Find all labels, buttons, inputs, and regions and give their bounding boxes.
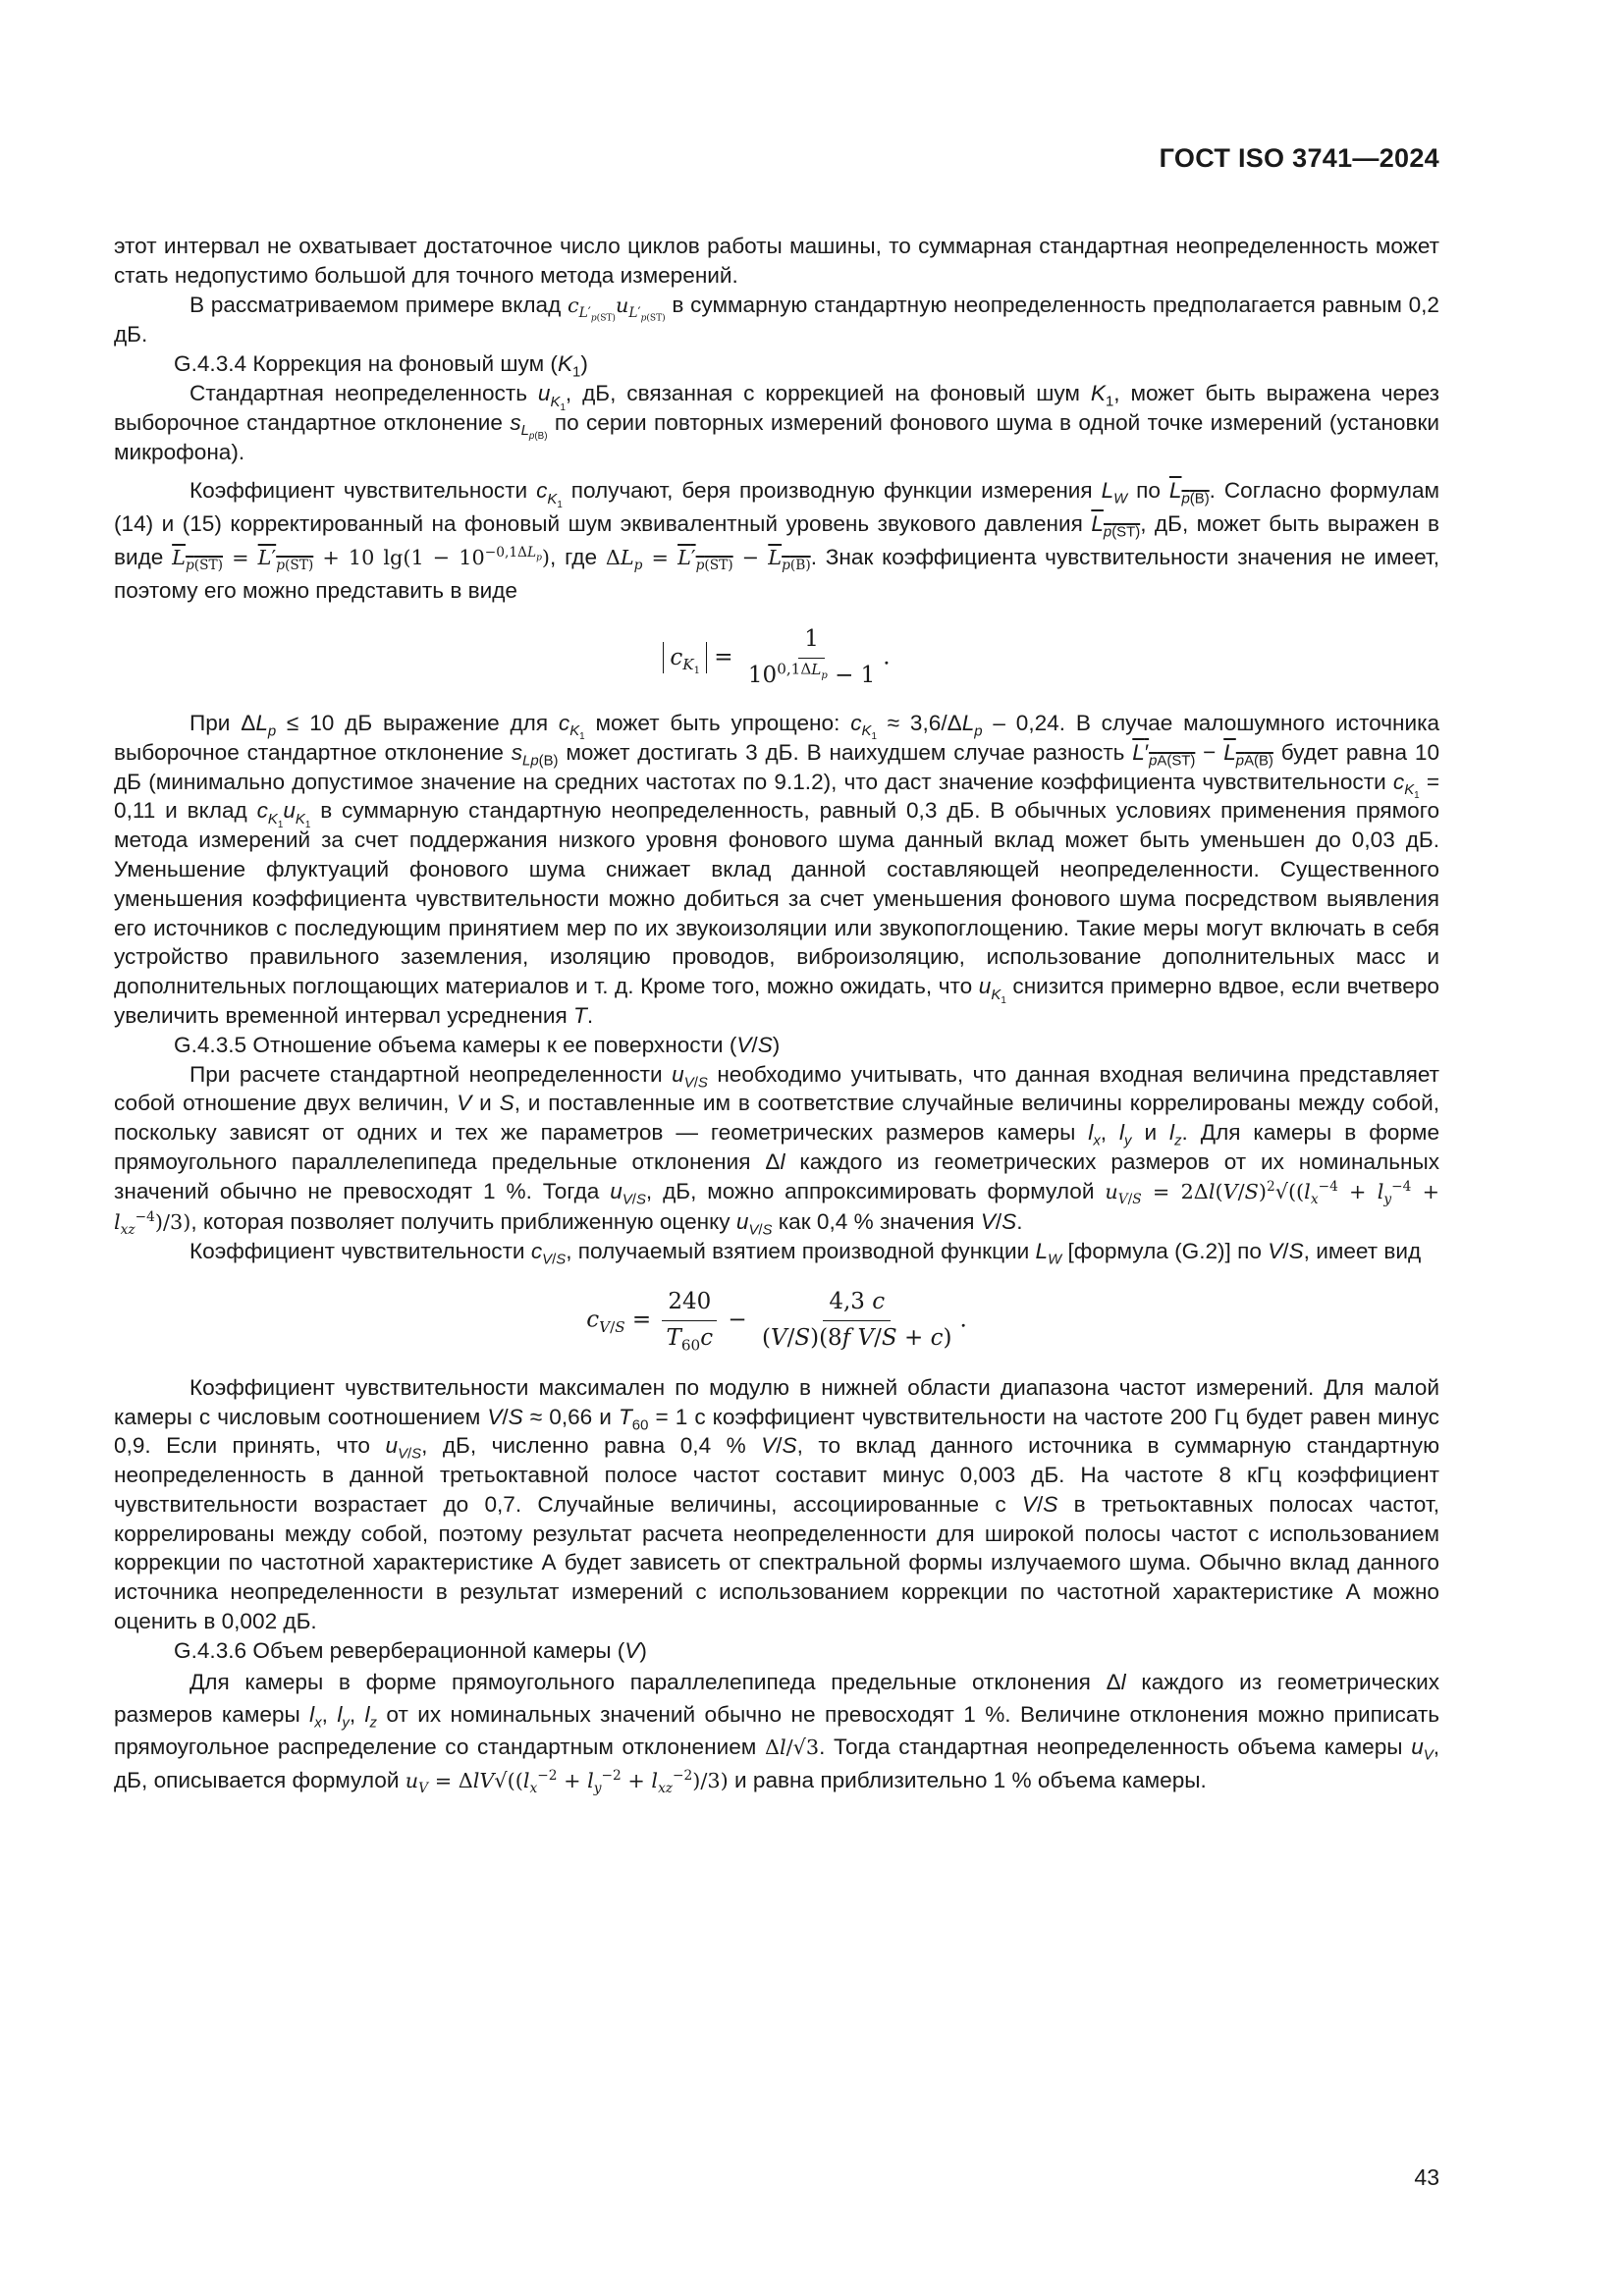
section-heading: G.4.3.5 Отношение объема камеры к ее поверхности (V/S): [174, 1032, 781, 1057]
formula-cvs: $c_{V/S}$ = $\frac{240}{T_{60}c}$ − $\frac{4,3 c}{\text{(V/S)(8f V/S + c)}}$ .: [586, 1289, 967, 1355]
document-code-header: ГОСТ ISO 3741—2024: [1159, 143, 1439, 173]
section-heading: G.4.3.6 Объем реверберационной камеры (V): [174, 1637, 647, 1663]
paragraph: Стандартная неопределенность $u_{K_1}$, дБ, связанная с коррекцией на фоновый шум $K_1$, может быть выражена через выборочное стандартное отклонение $s_{L_{p(B)}}$ по серии повторных измерений фонового шума в одной точке измерений (установки микрофона).: [114, 380, 1440, 464]
paragraph: этот интервал не охватывает достаточное число циклов работы машины, то суммарная стандартная неопределенность может стать недопустимо большой для точного метода измерений.: [114, 234, 1439, 288]
paragraph: При расчете стандартной неопределенности $u_{V/S}$ необходимо учитывать, что данная входная величина представляет собой отношение двух величин, V и S, и поставленные им в соответствие случайные величины коррелированы между собой, поскольку зависят от одних и тех же параметров — геометрических размеров камеры $l_x$, $l_y$ и $l_z$. Для камеры в форме прямоугольного параллелепипеда предельные отклонения Δl каждого из геометрических размеров от их номинальных значений обычно не превосходят 1 %. Тогда $u_{V/S}$, дБ, можно аппроксимировать формулой $u_{V/S} = 2\Delta l(V/S)^2√((l_x^{-4} + l_y^{-4} + l_{xz}^{-4})/3)$, которая позволяет получить приближенную оценку $u_{V/S}$ как 0,4 % значения V/S.: [114, 1061, 1440, 1239]
formula-ck1: $c_{K_1}$ = $\frac{1}{10^{0,1\Delta L_p} - 1}$ .: [114, 625, 1439, 691]
paragraph: Коэффициент чувствительности $c_{K_1}$ получают, беря производную функции измерения $L_W$ по $L_{p(B)}$. Согласно формулам (14) и (15) корректированный на фоновый шум эквивалентный уровень звукового давления $L_{p(ST)}$, дБ, может быть выражен в виде $L_{p(ST)} = L'_{p(ST)} + 10$ $\lg(1 - 10^{-0,1\Delta L_p})$, где $\Delta L_p = L'_{p(ST)} - L_{p(B)}$. Знак коэффициента чувствительности значения не имеет, поэтому его можно представить в виде: [114, 478, 1440, 604]
page-number: 43: [1414, 2164, 1439, 2190]
section-heading: G.4.3.4 Коррекция на фоновый шум $(K_1)$: [174, 351, 588, 381]
body-text: [114, 232, 1439, 1797]
paragraph: Коэффициент чувствительности $c_{V/S}$, получаемый взятием производной функции $L_W$ [формула (G.2)] по V/S, имеет вид: [189, 1239, 1422, 1268]
paragraph: Коэффициент чувствительности максимален по модулю в нижней области диапазона частот измерений. Для малой камеры с числовым соотношением V/S ≈ 0,66 и $T_{60} = 1$ с коэффициент чувствительности на частоте 200 Гц будет равен минус 0,9. Если принять, что $u_{V/S}$, дБ, численно равна 0,4 % V/S, то вклад данного источника в суммарную стандартную неопределенность в данной третьоктавной полосе частот составит минус 0,003 дБ. На частоте 8 кГц коэффициент чувствительности возрастает до 0,7. Случайные величины, ассоциированные с V/S в третьоктавных полосах частот, коррелированы между собой, поэтому результат расчета неопределенности для широкой полосы частот с использованием коррекции по частотной характеристике А будет зависеть от спектральной формы излучаемого шума. Обычно вклад данного источника неопределенности в результат измерений с использованием коррекции по частотной характеристике А можно оценить в 0,002 дБ.: [114, 1374, 1440, 1634]
paragraph: При $\Delta L_p \le 10$ дБ выражение для $c_{K_1}$ может быть упрощено: $c_{K_1} \approx 3,6/\Delta L_p - 0,24$. В случае малошумного источника выборочное стандартное отклонение $s_{Lp(B)}$ может достигать 3 дБ. В наихудшем случае разность $L'_{pA(ST)} - L_{pA(B)}$ будет равна 10 дБ (минимально допустимое значение на средних частотах по 9.1.2), что даст значение коэффициента чувствительности $c_{K_1} = 0,11$ и вклад $c_{K_1}u_{K_1}$ в суммарную стандартную неопределенность, равный 0,3 дБ. В обычных условиях применения прямого метода измерений за счет поддержания низкого уровня фонового шума данный вклад может быть уменьшен до 0,03 дБ. Уменьшение флуктуаций фонового шума снижает вклад данной составляющей неопределенности. Существенного уменьшения коэффициента чувствительности можно добиться за счет уменьшения фонового шума посредством выявления его источников с последующим принятием мер по их звукоизоляции или звукопоглощению. Такие меры могут включать в себя устройство правильного заземления, изоляцию проводов, виброизоляцию, использование дополнительных масс и дополнительных поглощающих материалов и т. д. Кроме того, можно ожидать, что $u_{K_1}$ снизится примерно вдвое, если вчетверо увеличить временной интервал усреднения T.: [114, 710, 1440, 1028]
paragraph: Для камеры в форме прямоугольного параллелепипеда предельные отклонения Δl каждого из геометрических размеров камеры $l_x$, $l_y$, $l_z$ от их номинальных значений обычно не превосходят 1 %. Величине отклонения можно приписать прямоугольное распределение со стандартным отклонением Δl/√3. Тогда стандартная неопределенность объема камеры $u_V$, дБ, описывается формулой $u_V = \Delta lV√((l_x^{-2} + l_y^{-2} + l_{xz}^{-2})/3)$ и равна приблизительно 1 % объема камеры.: [114, 1669, 1440, 1796]
paragraph: В рассматриваемом примере вклад $c_{L'_{p(ST)}}u_{L'_{p(ST)}}$ в суммарную стандартную неопределенность предполагается равным 0,2 дБ.: [114, 292, 1439, 347]
